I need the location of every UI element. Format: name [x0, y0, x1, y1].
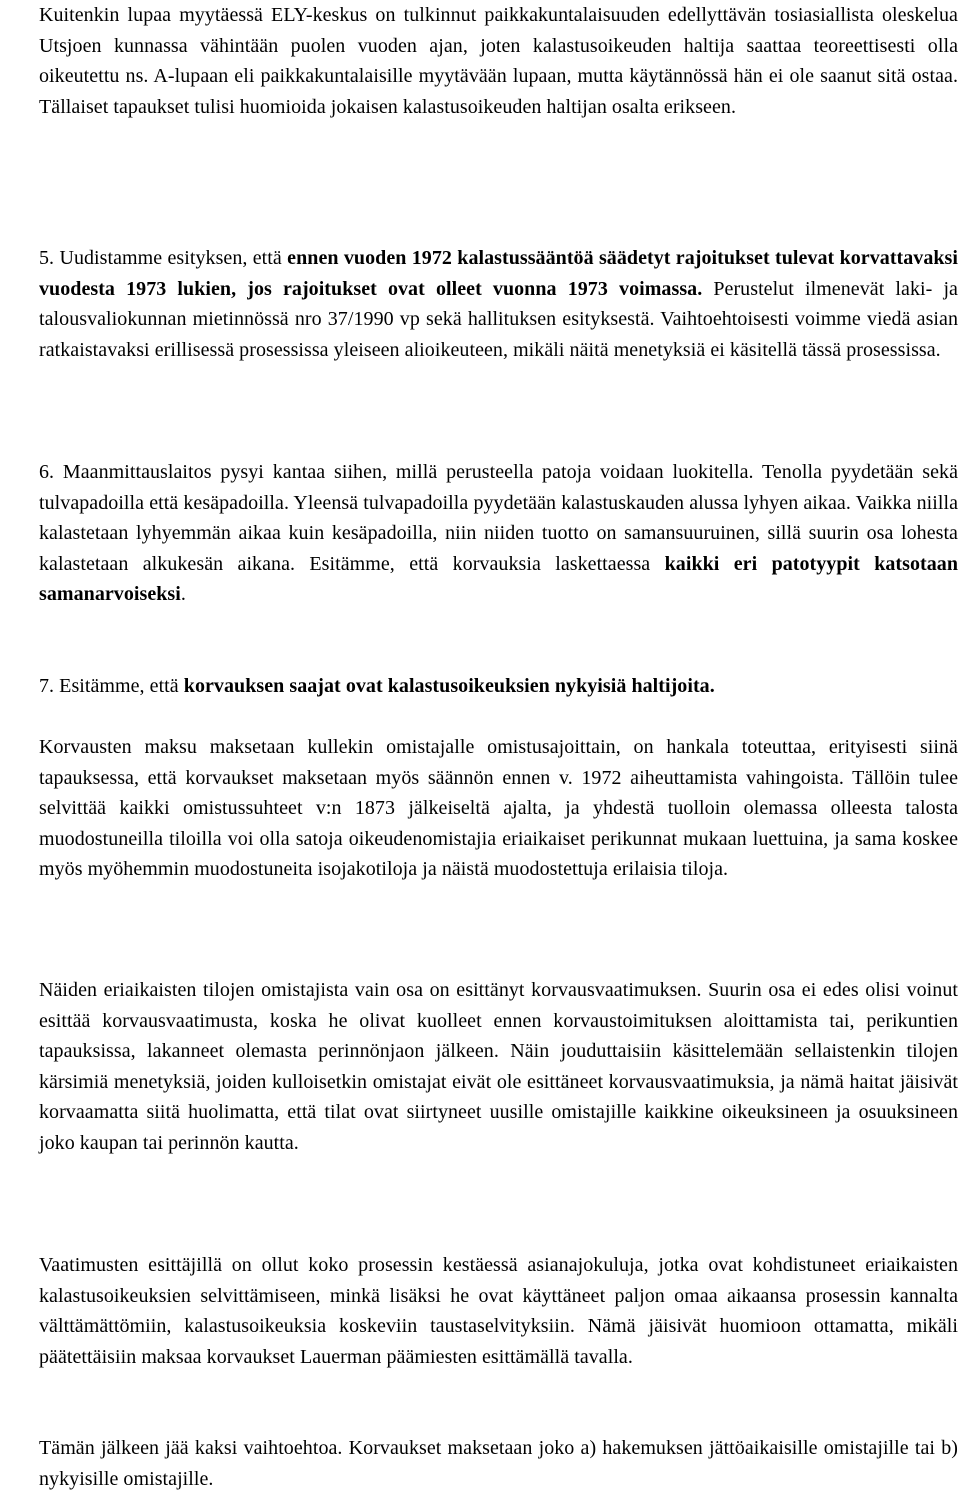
- list-item-6: [39, 457, 958, 610]
- item-text: Esitämme, että: [59, 675, 184, 697]
- item-bold-text: kaikki eri patotyypit katsotaan samanarvoiseksi: [39, 552, 959, 605]
- paragraph-taman: Tämän jälkeen jää kaksi vaihtoehtoa. Korvaukset maksetaan joko a) hakemuksen jättöaikaisille omistajille tai b) nykyisille omistajille.: [39, 1437, 958, 1490]
- item-number: 5.: [39, 247, 55, 269]
- list-item-5: [39, 243, 958, 365]
- item-bold-text: ennen vuoden 1972 kalastussääntöä säädetyt rajoitukset tulevat korvattavaksi vuodesta 1973 lukien, jos rajoitukset ovat olleet vuonna 1973 voimassa.: [39, 247, 958, 300]
- item-text: Uudistamme esityksen, että: [59, 247, 288, 269]
- item-text-rest: .: [180, 583, 186, 605]
- paragraph-vaatimusten: Vaatimusten esittäjillä on ollut koko prosessin kestäessä asianajokuluja, jotka ovat kohdistuneet eriaikaisten kalastusoikeuksien selvittämiseen, minkä lisäksi he ovat käyttäneet paljon omaa aikaansa prosessin kannalta välttämättömiin, kalastusoikeuksia koskeviin taustaselvityksiin. Nämä jäisivät huomioon ottamatta, mikäli päätettäisiin maksaa korvaukset Lauerman päämiesten esittämällä tavalla.: [39, 1254, 958, 1368]
- paragraph-kuitenkin: Kuitenkin lupaa myytäessä ELY-keskus on tulkinnut paikkakuntalaisuuden edellyttävän tosiasiallista oleskelua Utsjoen kunnassa vähintään puolen vuoden ajan, joten kalastusoikeuden haltija saattaa teoreettisesti olla oikeutettu ns. A-lupaan eli paikkakuntalaisille myytävään lupaan, mutta käytännössä hän ei ole saanut sitä ostaa. Tällaiset tapaukset tulisi huomioida jokaisen kalastusoikeuden haltijan osalta erikseen.: [39, 4, 958, 118]
- item-bold-text: korvauksen saajat ovat kalastusoikeuksien nykyisiä haltijoita.: [183, 675, 715, 697]
- item-number: 6.: [39, 461, 55, 483]
- item-text-rest: Perustelut ilmenevät laki- ja talousvaliokunnan mietinnössä nro 37/1990 vp sekä hallituksen esityksestä. Vaihtoehtoisesti voimme viedä asian ratkaistavaksi erillisessä prosessissa yleiseen alioikeuteen, mikäli näitä menetyksiä ei käsitellä tässä prosessissa.: [39, 277, 958, 361]
- item-number: 7.: [39, 675, 55, 697]
- paragraph-naiden: Näiden eriaikaisten tilojen omistajista vain osa on esittänyt korvausvaatimuksen. Suurin osa ei edes olisi voinut esittää korvausvaatimusta, koska he olivat kuolleet ennen korvaustoimituksen aloittamista tai, perikuntien tapauksissa, lakanneet olemasta perinnönjaon jälkeen. Näin jouduttaisiin käsittelemään sellaistenkin tilojen kärsimiä menetyksiä, joiden kulloisetkin omistajat eivät ole esittäneet korvausvaatimuksia, ja nämä haitat jäisivät korvaamatta siitä huolimatta, että tilat ovat siirtyneet uusille omistajille kaikkine oikeuksineen ja osuuksineen joko kaupan tai perinnön kautta.: [39, 979, 958, 1154]
- paragraph-korvausten: Korvausten maksu maksetaan kullekin omistajalle omistusajoittain, on hankala toteuttaa, erityisesti siinä tapauksessa, että korvaukset maksetaan myös säännön ennen v. 1972 aiheuttamista vahingoista. Tällöin tulee selvittää kaikki omistussuhteet v:n 1873 jälkeiseltä ajalta, ja yhdestä tuolloin olemassa olleesta talosta muodostuneilla tiloilla voi olla satoja oikeudenomistajia eriaikaiset perikunnat mukaan luettuina, ja sama koskee myös myöhemmin muodostuneita isojakotiloja ja näistä muodostettuja erilaisia tiloja.: [39, 736, 958, 880]
- item-text: Maanmittauslaitos pysyi kantaa siihen, millä perusteella patoja voidaan luokitella. Tenolla pyydetään sekä tulvapadoilla että kesäpadoilla. Yleensä tulvapadoilla pyydetään kalastuskauden alussa lyhyen aikaa. Vaikka niilla kalastetaan lyhyemmän aikaa kuin kesäpadoilla, niin niiden tuotto on samansuuruinen, sillä suurin osa lohesta kalastetaan alkukesän aikana. Esitämme, että korvauksia laskettaessa: [39, 461, 959, 575]
- list-item-7: [39, 671, 958, 702]
